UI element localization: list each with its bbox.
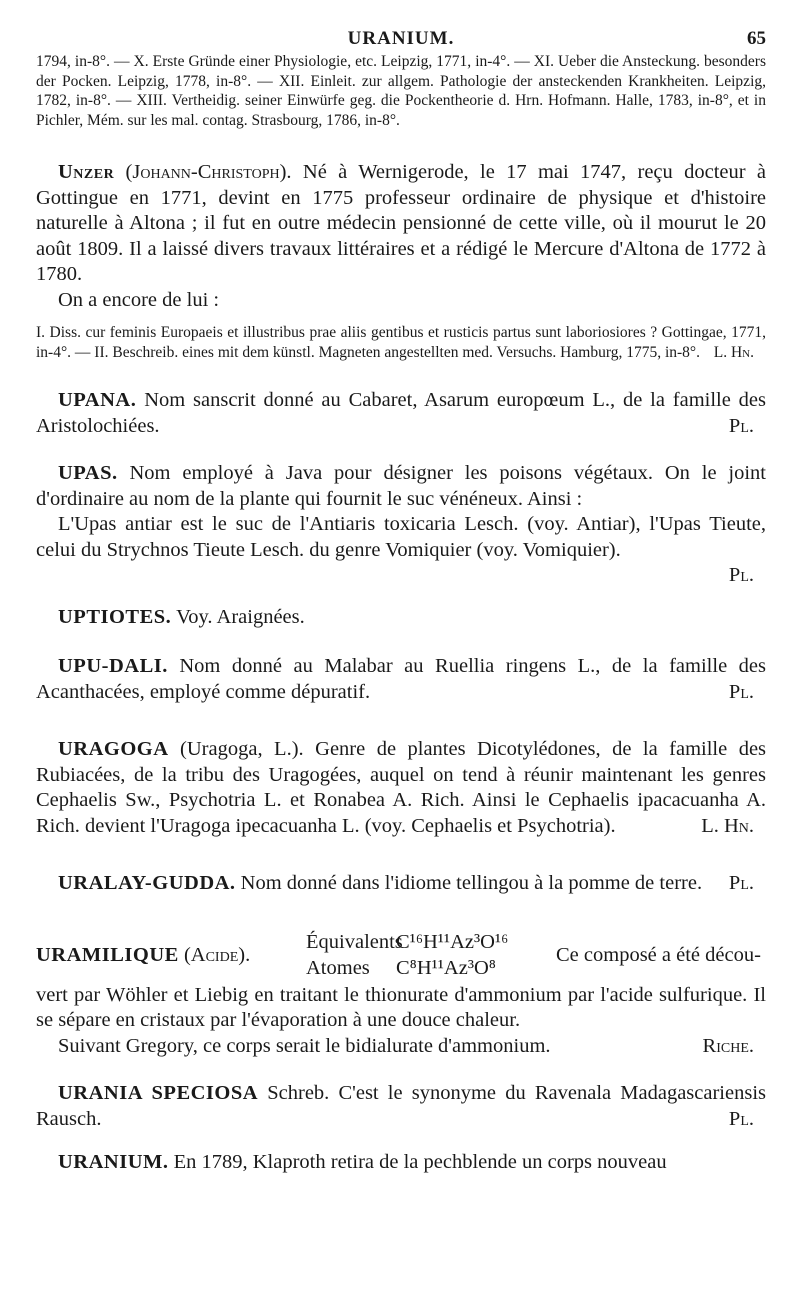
entry-headword: URAMILIQUE xyxy=(36,943,179,966)
entry-signature: Pl. xyxy=(728,680,754,703)
label-atoms: Atomes xyxy=(306,956,370,979)
bibliography-text: 1794, in-8°. — X. Erste Gründe einer Physiologie, etc. Leipzig, 1771, in-4°. — XI. Ueber die Ansteckung. besonders der Pocken. Leipzig, 1778, in-8°. — XII. Einleit. zur allgem. Pathologie der ansteckenden Krankheiten. Leipzig, 1782, in-8°. — XIII. Vertheidig. seiner Einwürfe geg. die Pockentheorie d. Hrn. Hofmann. Halle, 1783, in-8°, et in Pichler, Mém. sur les mal. contag. Strasbourg, 1786, in-8°. xyxy=(36,53,766,129)
entry-text: Nom employé à Java pour désigner les poisons végétaux. On le joint d'ordinaire au nom de la plante qui fournit le suc vénéneux. Ainsi : xyxy=(36,462,766,510)
entry-uranium xyxy=(36,1150,766,1176)
entry-headword: UPANA. xyxy=(58,389,137,411)
entry-headword: URANIUM. xyxy=(58,1151,169,1173)
entry-signature: Riche. xyxy=(702,1034,754,1057)
entry-name: (Johann-Christoph). xyxy=(125,161,292,183)
entry-text: Nom donné au Malabar au Ruellia ringens L., de la famille des Acanthacées, employé comme dépuratif. xyxy=(36,655,767,703)
entry-uralay-gudda xyxy=(36,871,766,897)
entry-signature: Pl. xyxy=(728,414,754,437)
formula-labels xyxy=(306,929,403,981)
page-number: 65 xyxy=(747,28,766,49)
entry-headword: UPU-DALI. xyxy=(58,655,168,677)
entry-upas xyxy=(36,461,766,589)
entry-text: Nom donné dans l'idiome tellingou à la pomme de terre. xyxy=(240,872,703,894)
entry-uragoga xyxy=(36,737,766,839)
entry-headword: UPAS. xyxy=(58,462,118,484)
bibliography-continuation xyxy=(36,52,766,130)
entry-text: C'est le synonyme du Ravenala Madagascariensis Rausch. xyxy=(36,1082,767,1130)
entry-headword: URALAY-GUDDA. xyxy=(58,872,236,894)
entry-text: Né à Wernigerode, le 17 mai 1747, reçu docteur à Gottingue en 1771, devint en 1775 professeur ordinaire de physique et d'histoire naturelle à Altona ; il fut en outre médecin pensionné de cette ville, où il mourut le 20 août 1809. Il a laissé divers travaux littéraires et a rédigé le Mercure d'Altona de 1772 à 1780. xyxy=(36,161,767,285)
entry-text: vert par Wöhler et Liebig en traitant le thionurate d'ammonium par l'acide sulfurique. Il se sépare en cristaux par l'évaporation à une douce chaleur. xyxy=(36,983,766,1031)
entry-name: (Acide). xyxy=(183,943,251,966)
formula-headword-group xyxy=(36,943,250,969)
formula-values xyxy=(396,929,508,981)
references-text: I. Diss. cur feminis Europaeis et illustribus prae aliis gentibus et rusticis partus sunt laboriosiores ? Gottingae, 1771, in-4°. — II. Beschreib. eines mit dem künstl. Magneten angestellten med. Versuchs. Hamburg, 1775, in-8°. xyxy=(36,324,766,361)
entry-signature: Pl. xyxy=(728,1107,754,1130)
running-title: URANIUM. xyxy=(347,28,455,49)
entry-headword: URANIA SPECIOSA xyxy=(58,1082,259,1104)
entry-uptiotes xyxy=(36,605,766,631)
formula-atoms: C⁸H¹¹Az³O⁸ xyxy=(396,956,496,979)
entry-headword: URAGOGA xyxy=(58,738,169,760)
entry-signature: L. Hn. xyxy=(701,814,754,837)
entry-text: Genre de plantes Dicotylédones, de la famille des Rubiacées, de la tribu des Uragogées, auquel on tend à réunir maintenant les genres Cephaelis Sw., Psychotria L. et Ronabea A. Rich. Ainsi le Cephaelis ipacacuanha A. Rich. devient l'Uragoga ipecacuanha L. (voy. Cephaelis et Psychotria). xyxy=(36,738,767,837)
entry-signature: Pl. xyxy=(728,564,754,586)
entry-unzer-references xyxy=(36,323,766,362)
entry-headword: Unzer xyxy=(58,161,115,183)
running-header xyxy=(36,22,766,52)
entry-headword: UPTIOTES. xyxy=(58,605,172,628)
entry-text: En 1789, Klaproth retira de la pechblende un corps nouveau xyxy=(173,1151,667,1173)
entry-text-continued: Suivant Gregory, ce corps serait le bidialurate d'ammonium. xyxy=(58,1034,551,1057)
formula-block xyxy=(36,927,766,983)
entry-uramilique xyxy=(36,927,766,1060)
formula-equivalents: C¹⁶H¹¹Az³O¹⁶ xyxy=(396,930,509,953)
entry-upu-dali xyxy=(36,654,766,705)
entry-author: Schreb. xyxy=(267,1082,330,1104)
entry-signature: Pl. xyxy=(728,872,754,894)
label-equivalents: Équivalents xyxy=(306,930,403,953)
entry-name: (Uragoga, L.). xyxy=(180,738,304,760)
entry-more: On a encore de lui : xyxy=(58,288,220,311)
entry-text-continued: L'Upas antiar est le suc de l'Antiaris toxicaria Lesch. (voy. Antiar), l'Upas Tieute, celui du Strychnos Tieute Lesch. du genre Vomiquier (voy. Vomiquier). xyxy=(36,513,766,561)
entry-upana xyxy=(36,388,766,439)
entry-unzer xyxy=(36,160,766,313)
entry-urania-speciosa xyxy=(36,1081,766,1132)
entry-text: Voy. Araignées. xyxy=(176,605,305,628)
entry-text-start: Ce composé a été décou- xyxy=(556,943,761,966)
entry-signature: L. Hn. xyxy=(713,343,754,361)
entry-text: Nom sanscrit donné au Cabaret, Asarum europœum L., de la famille des Aristolochiées. xyxy=(36,389,767,437)
